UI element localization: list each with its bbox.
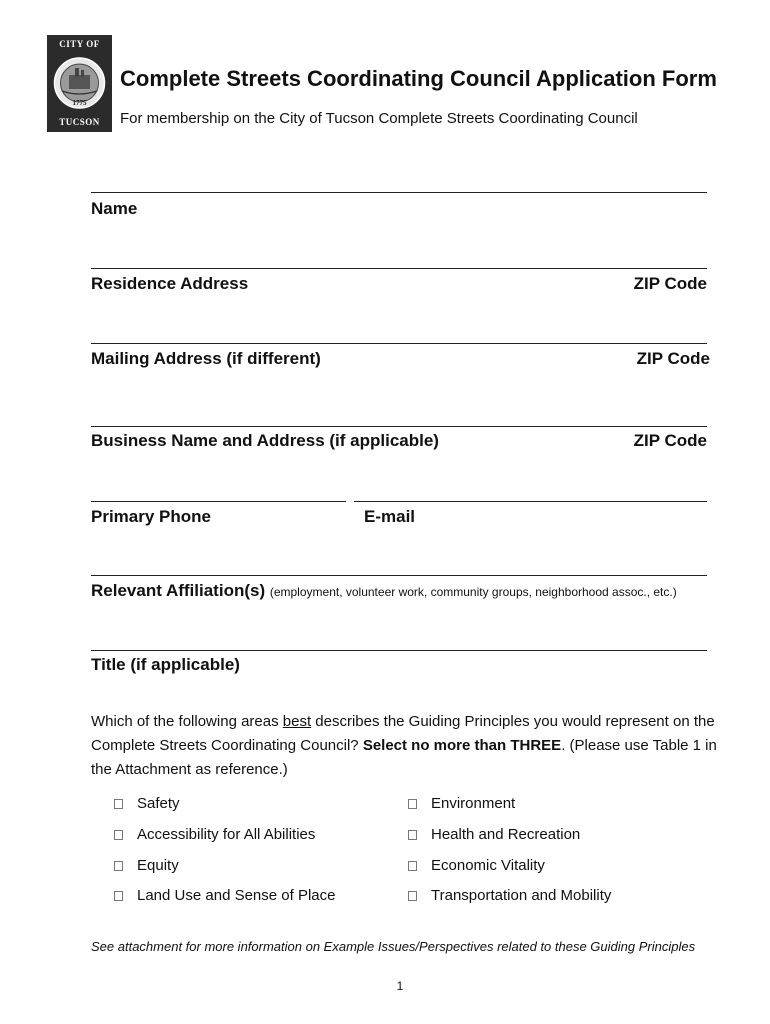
name-input-line[interactable] bbox=[91, 192, 707, 193]
question-emphasis: best bbox=[282, 713, 312, 730]
primary-phone-label: Primary Phone bbox=[91, 507, 211, 526]
option-label: Economic Vitality bbox=[431, 857, 545, 874]
residence-address-label: Residence Address bbox=[91, 274, 249, 293]
checkbox[interactable] bbox=[114, 830, 123, 840]
city-logo bbox=[47, 35, 112, 132]
name-label: Name bbox=[91, 199, 138, 218]
option-label: Safety bbox=[137, 795, 180, 812]
primary-phone-input-line[interactable] bbox=[91, 501, 346, 502]
option-label: Accessibility for All Abilities bbox=[137, 826, 316, 843]
option-label: Environment bbox=[431, 795, 516, 812]
option-label: Land Use and Sense of Place bbox=[137, 887, 336, 904]
city-seal-icon bbox=[53, 53, 106, 113]
option-safety[interactable] bbox=[114, 795, 180, 812]
option-label: Equity bbox=[137, 857, 179, 874]
question-text-2: describes the Guiding Principles you would represent on the Complete Streets Coordinating Council? bbox=[91, 713, 715, 754]
affiliations-input-line[interactable] bbox=[91, 575, 707, 576]
question-text-3: . (Please use Table 1 in the Attachment as reference.) bbox=[91, 737, 717, 778]
checkbox[interactable] bbox=[114, 891, 123, 901]
business-address-input-line[interactable] bbox=[91, 426, 707, 427]
seal-year: 1775 bbox=[72, 99, 87, 107]
mailing-address-input-line[interactable] bbox=[91, 343, 707, 344]
form-subtitle: For membership on the City of Tucson Complete Streets Coordinating Council bbox=[120, 110, 638, 127]
option-economic-vitality[interactable] bbox=[408, 857, 545, 874]
mailing-zip-label: ZIP Code bbox=[636, 349, 710, 368]
residence-address-input-line[interactable] bbox=[91, 268, 707, 269]
option-health-recreation[interactable] bbox=[408, 826, 580, 843]
logo-top-text: CITY OF bbox=[59, 39, 100, 49]
checkbox[interactable] bbox=[114, 799, 123, 809]
option-label: Transportation and Mobility bbox=[431, 887, 612, 904]
option-environment[interactable] bbox=[408, 795, 515, 812]
question-bold: Select no more than THREE bbox=[362, 737, 562, 754]
option-land-use[interactable] bbox=[114, 887, 335, 904]
page-number: 1 bbox=[396, 979, 404, 993]
affiliations-label bbox=[91, 581, 677, 601]
checkbox[interactable] bbox=[408, 861, 417, 871]
title-label: Title (if applicable) bbox=[91, 655, 240, 674]
email-label: E-mail bbox=[364, 507, 416, 526]
option-accessibility[interactable] bbox=[114, 826, 315, 843]
guiding-principles-question bbox=[91, 710, 731, 782]
footnote: See attachment for more information on Example Issues/Perspectives related to these Guiding Principles bbox=[91, 939, 696, 954]
checkbox[interactable] bbox=[408, 891, 417, 901]
affiliations-note: (employment, volunteer work, community groups, neighborhood assoc., etc.) bbox=[269, 585, 677, 599]
form-title: Complete Streets Coordinating Council Application Form bbox=[120, 66, 717, 91]
title-input-line[interactable] bbox=[91, 650, 707, 651]
option-transportation[interactable] bbox=[408, 887, 611, 904]
question-text-1: Which of the following areas bbox=[91, 713, 283, 730]
business-address-label: Business Name and Address (if applicable) bbox=[91, 431, 439, 450]
business-zip-label: ZIP Code bbox=[633, 431, 707, 450]
affiliations-label-text: Relevant Affiliation(s) bbox=[91, 581, 266, 600]
checkbox[interactable] bbox=[408, 799, 417, 809]
option-equity[interactable] bbox=[114, 857, 179, 874]
checkbox[interactable] bbox=[114, 861, 123, 871]
mailing-address-label: Mailing Address (if different) bbox=[91, 349, 321, 368]
email-input-line[interactable] bbox=[354, 501, 707, 502]
logo-bottom-text: TUCSON bbox=[59, 117, 100, 127]
checkbox[interactable] bbox=[408, 830, 417, 840]
option-label: Health and Recreation bbox=[431, 826, 581, 843]
residence-zip-label: ZIP Code bbox=[633, 274, 707, 293]
